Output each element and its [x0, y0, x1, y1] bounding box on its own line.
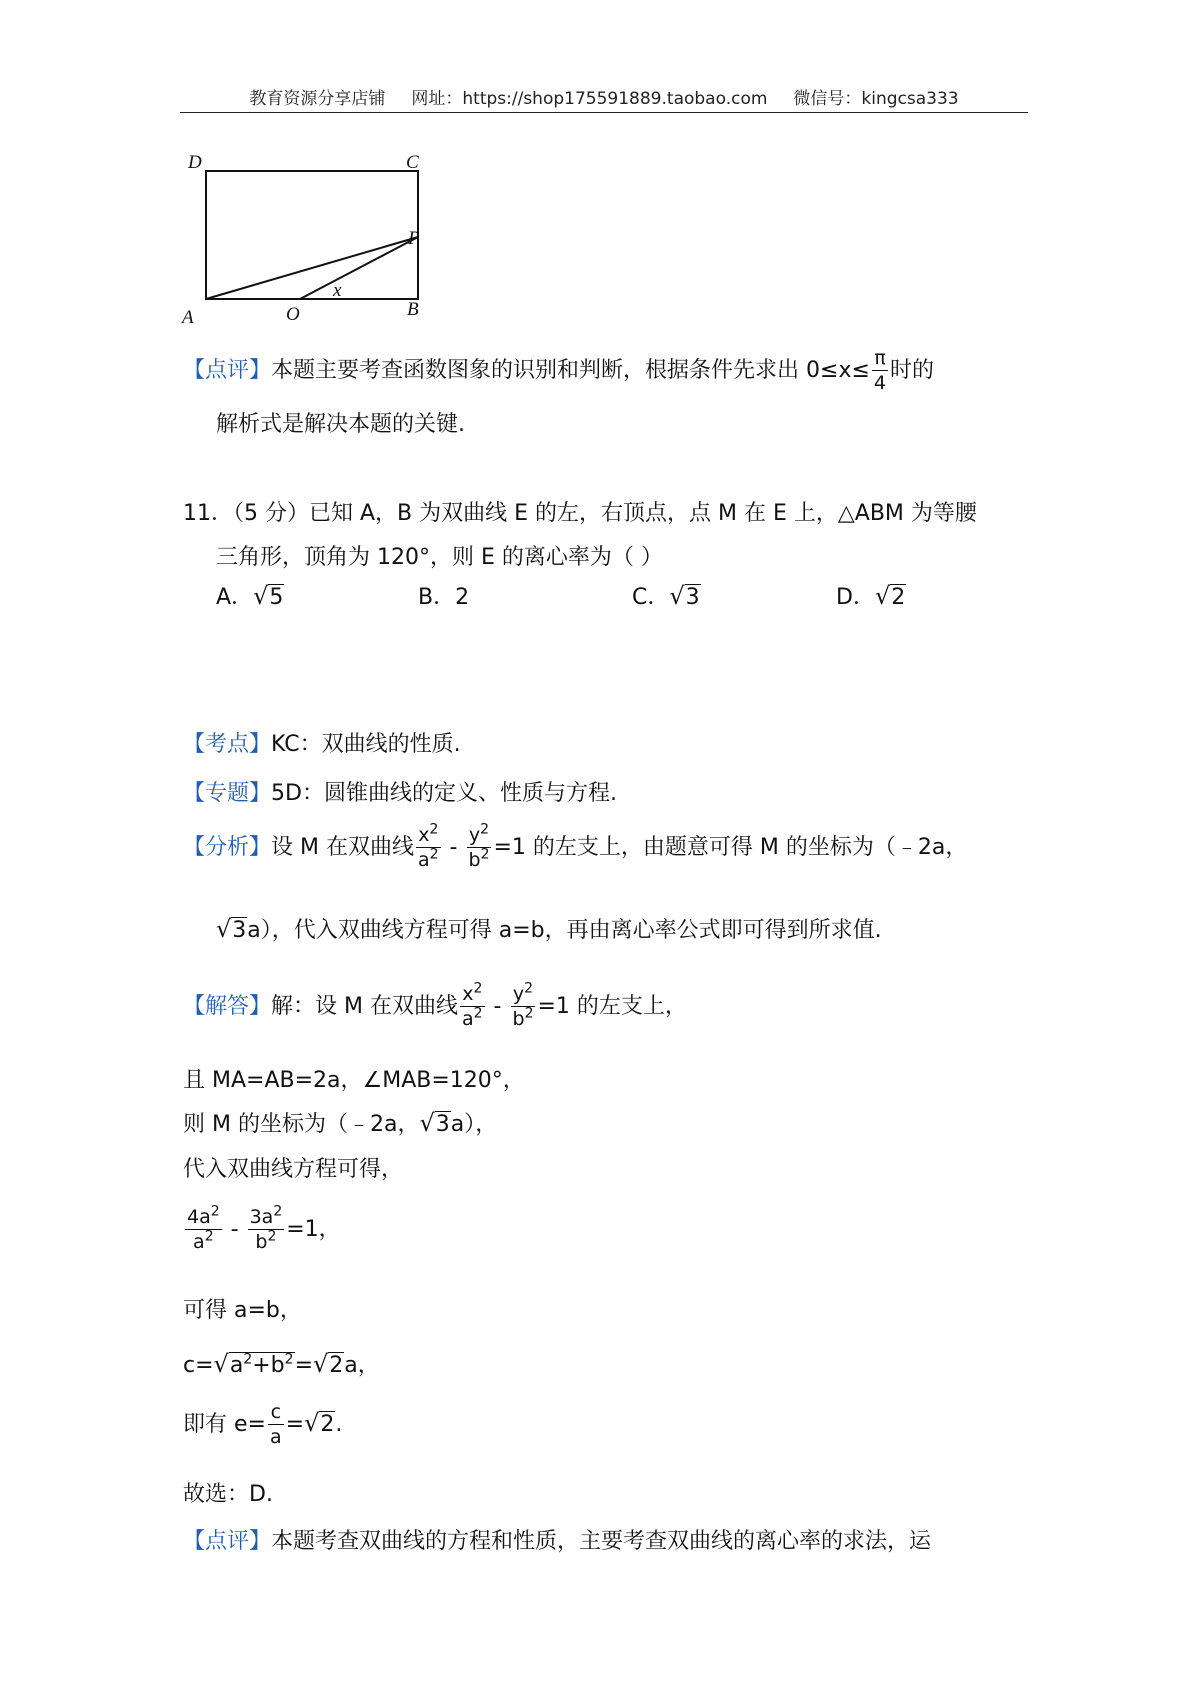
q11-line2: 三角形，顶角为 120°，则 E 的离心率为（ ）	[216, 545, 663, 570]
jieda-tag: 【解答】	[183, 994, 272, 1019]
label-o: O	[286, 304, 300, 325]
wechat-id: kingcsa333	[861, 89, 959, 109]
fenxi-line2: √3a），代入双曲线方程可得 a=b，再由离心率公式即可得到所求值.	[216, 915, 882, 943]
option-a[interactable]: A．√5	[216, 582, 284, 610]
frac-x2-a2: $\frac{x^2}{a^2}$	[417, 821, 439, 871]
segment-ap	[206, 237, 418, 299]
label-d: D	[188, 155, 202, 173]
page-header	[180, 84, 1028, 109]
fenxi-line1: 【分析】设 M 在双曲线 $\frac{x^2}{a^2}$ - $\frac{y^2}{b^2}$ =1 的左支上，由题意可得 M 的坐标为（﹣2a，	[183, 821, 968, 871]
review2-line: 【点评】本题考查双曲线的方程和性质，主要考查双曲线的离心率的求法，运	[183, 1529, 932, 1554]
review2-tag: 【点评】	[183, 1529, 272, 1554]
segment-op	[300, 237, 418, 299]
jieda-line3: 则 M 的坐标为（﹣2a，√3a），	[183, 1109, 498, 1137]
shop-url[interactable]: https://shop175591889.taobao.com	[462, 89, 768, 109]
label-c: C	[406, 155, 419, 173]
zhuanti-tag: 【专题】	[183, 781, 272, 806]
jieda-answer: 故选：D.	[183, 1482, 273, 1507]
review1-tag: 【点评】	[183, 358, 272, 383]
review1-line2: 解析式是解决本题的关键.	[216, 412, 465, 437]
jieda-line4: 代入双曲线方程可得，	[183, 1157, 404, 1182]
fenxi-tag: 【分析】	[183, 835, 272, 860]
frac-4a2-a2: $\frac{4a^2}{a^2}$	[187, 1203, 220, 1253]
jieda-line5: $\frac{4a^2}{a^2}$ - $\frac{3a^2}{b^2}$ =1，	[187, 1203, 341, 1253]
jieda-line2: 且 MA=AB=2a，∠MAB=120°，	[183, 1068, 525, 1093]
wechat-label: 微信号：	[793, 89, 862, 109]
kaodian-line: 【考点】KC：双曲线的性质.	[183, 732, 461, 757]
frac-c-a: $\frac{c}{a}$	[269, 1401, 282, 1448]
frac-3a2-b2: $\frac{3a^2}{b^2}$	[249, 1203, 283, 1253]
q11-line1: 11．（5 分）已知 A，B 为双曲线 E 的左，右顶点，点 M 在 E 上，△ABM 为等腰	[183, 501, 977, 526]
pi-over-4: $\frac{\pi}{4}$	[873, 347, 886, 394]
frac-y2-b2: $\frac{y^2}{b^2}$	[468, 821, 490, 871]
header-rule	[180, 112, 1028, 113]
option-b[interactable]: B．2	[418, 585, 470, 610]
jieda-line7: $c=√a^2+b^2=√2a$，	[183, 1350, 380, 1378]
jieda-line8: 即有 e= $\frac{c}{a}$ =√2.	[183, 1401, 343, 1448]
label-b: B	[407, 299, 419, 320]
option-c[interactable]: C．√3	[632, 582, 700, 610]
jieda-line1: 【解答】解：设 M 在双曲线 $\frac{x^2}{a^2}$ - $\frac{y^2}{b^2}$ =1 的左支上，	[183, 980, 687, 1030]
review1-line1: 【点评】本题主要考查函数图象的识别和判断，根据条件先求出 0≤x≤ $\frac{\pi}{4}$ 时的	[183, 347, 935, 394]
kaodian-tag: 【考点】	[183, 732, 272, 757]
url-label: 网址：	[411, 89, 463, 109]
label-a: A	[182, 307, 194, 328]
jieda-line6: 可得 a=b，	[183, 1298, 302, 1323]
frac-y2-b2: $\frac{y^2}{b^2}$	[512, 980, 534, 1030]
zhuanti-line: 【专题】5D：圆锥曲线的定义、性质与方程.	[183, 781, 617, 806]
label-x: x	[333, 280, 342, 301]
option-d[interactable]: D．√2	[836, 582, 906, 610]
label-p: P	[408, 228, 420, 249]
shop-name: 教育资源分享店铺	[249, 89, 386, 109]
frac-x2-a2: $\frac{x^2}{a^2}$	[461, 980, 483, 1030]
rectangle-figure	[180, 155, 480, 355]
rectangle-abcd	[206, 171, 418, 299]
